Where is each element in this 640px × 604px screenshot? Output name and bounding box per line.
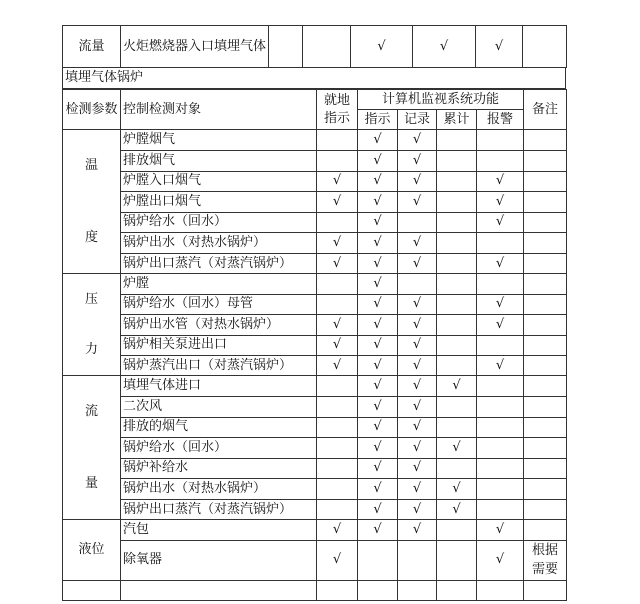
object-cell: 排放的烟气 [121,417,317,438]
table-row [63,376,567,397]
check-cell: √ [437,479,477,500]
check-cell [477,458,524,479]
object-cell: 锅炉出口蒸汽（对蒸汽锅炉） [121,499,317,520]
check-cell [317,150,358,171]
check-cell: √ [317,233,358,254]
check-cell: √ [398,499,437,520]
empty-cell [121,580,317,600]
table-row [63,233,567,254]
check-cell: √ [317,315,358,335]
table-row [63,499,567,520]
check-cell: √ [437,376,477,397]
table-row [63,315,567,335]
check-cell [317,479,358,500]
remark-cell [524,417,567,438]
check-cell [317,396,358,417]
check-cell: √ [358,355,398,375]
empty-cell [437,580,477,600]
check-cell: √ [317,171,358,192]
check-cell [437,335,477,355]
table-row [63,130,567,151]
check-cell [317,130,358,151]
remark-cell [524,396,567,417]
check-cell [437,233,477,254]
object-cell: 锅炉出水（对热水锅炉） [121,233,317,254]
check-cell: √ [358,294,398,314]
table-row [63,192,567,213]
check-cell [437,540,477,580]
check-cell [398,540,437,580]
param-cell: 液位 [63,520,121,580]
check-cell: √ [317,355,358,375]
check-cell: √ [413,26,476,68]
check-cell: √ [358,520,398,540]
check-cell: √ [477,212,524,233]
param-cell: 流量 [63,26,121,68]
check-cell [358,540,398,580]
check-cell: √ [398,396,437,417]
table-row [63,396,567,417]
object-cell: 锅炉补给水 [121,458,317,479]
table-row [63,355,567,375]
remark-cell [524,171,567,192]
table-row [63,171,567,192]
param-label: 流 [84,404,98,420]
check-cell: √ [477,540,524,580]
check-cell [437,130,477,151]
object-cell: 锅炉给水（回水） [121,438,317,459]
param-label: 量 [84,475,98,491]
empty-cell [524,580,567,600]
check-cell: √ [358,376,398,397]
section-title-table [62,67,566,89]
check-cell: √ [358,335,398,355]
boiler-monitoring-table [62,89,567,601]
check-cell: √ [398,479,437,500]
check-cell [317,499,358,520]
check-cell [317,294,358,314]
check-cell: √ [477,171,524,192]
param-cell [63,130,121,274]
check-cell: √ [358,417,398,438]
object-cell: 二次风 [121,396,317,417]
table-row [63,580,567,600]
header-object: 控制检测对象 [121,90,317,130]
check-cell [477,396,524,417]
remark-cell [524,130,567,151]
remark-cell [524,376,567,397]
check-cell [437,171,477,192]
check-cell: √ [351,26,413,68]
check-cell: √ [398,520,437,540]
check-cell [269,26,303,68]
object-cell: 填埋气体进口 [121,376,317,397]
check-cell: √ [358,253,398,274]
check-cell: √ [398,438,437,459]
table-row [63,212,567,233]
empty-cell [358,580,398,600]
check-cell: √ [358,212,398,233]
check-cell [437,192,477,213]
check-cell: √ [358,192,398,213]
check-cell: √ [398,192,437,213]
check-cell [477,499,524,520]
header-param: 检测参数 [63,90,121,130]
param-label: 压 [84,291,98,307]
empty-cell [63,580,121,600]
check-cell [477,233,524,254]
section-title: 填埋气体锅炉 [63,68,566,89]
check-cell [317,458,358,479]
check-cell: √ [358,438,398,459]
check-cell [477,479,524,500]
remark-cell [524,212,567,233]
check-cell: √ [358,171,398,192]
check-cell [437,274,477,294]
check-cell [477,376,524,397]
check-cell [317,417,358,438]
check-cell [317,274,358,294]
check-cell [477,130,524,151]
header-computer: 计算机监视系统功能 [358,90,524,110]
check-cell [437,355,477,375]
check-cell: √ [477,355,524,375]
remark-cell [524,253,567,274]
check-cell: √ [477,315,524,335]
check-cell [398,212,437,233]
remark-cell [524,479,567,500]
remark-cell [524,438,567,459]
check-cell [437,150,477,171]
param-cell [63,274,121,376]
remark-cell [524,355,567,375]
check-cell: √ [398,376,437,397]
check-cell: √ [317,540,358,580]
check-cell [317,376,358,397]
object-cell: 锅炉出水（对热水锅炉） [121,479,317,500]
table-row [63,294,567,314]
check-cell: √ [398,253,437,274]
check-cell: √ [317,520,358,540]
remark-cell [524,294,567,314]
check-cell [477,438,524,459]
check-cell [477,150,524,171]
remark-cell [524,233,567,254]
check-cell: √ [358,233,398,254]
param-label: 力 [84,342,98,358]
check-cell [437,458,477,479]
param-label: 温 [84,158,98,174]
check-cell: √ [358,396,398,417]
check-cell: √ [358,274,398,294]
object-cell: 锅炉蒸汽出口（对蒸汽锅炉） [121,355,317,375]
check-cell: √ [398,335,437,355]
check-cell [303,26,351,68]
check-cell: √ [477,520,524,540]
check-cell [317,438,358,459]
table-row [63,150,567,171]
remark-cell [524,150,567,171]
check-cell: √ [358,458,398,479]
param-label: 度 [84,229,98,245]
check-cell: √ [476,26,523,68]
top-table-fragment [62,25,567,68]
object-cell: 除氧器 [121,540,317,580]
object-cell: 排放烟气 [121,150,317,171]
table-row [63,26,567,68]
check-cell: √ [317,335,358,355]
header-alarm: 报警 [477,110,524,130]
table-row [63,253,567,274]
check-cell: √ [398,458,437,479]
check-cell: √ [398,355,437,375]
check-cell [437,212,477,233]
object-cell: 锅炉给水（回水） [121,212,317,233]
remark-cell [524,274,567,294]
check-cell [398,274,437,294]
remark-cell [524,458,567,479]
object-cell: 炉膛烟气 [121,130,317,151]
check-cell: √ [358,315,398,335]
header-indicate: 指示 [358,110,398,130]
table-row [63,458,567,479]
empty-cell [398,580,437,600]
check-cell [437,294,477,314]
empty-cell [477,580,524,600]
check-cell: √ [398,233,437,254]
check-cell [437,253,477,274]
check-cell: √ [477,294,524,314]
object-cell: 炉膛 [121,274,317,294]
table-row [63,479,567,500]
check-cell: √ [358,499,398,520]
remark-cell [524,192,567,213]
param-cell [63,376,121,520]
check-cell [437,417,477,438]
check-cell [437,315,477,335]
header-remark: 备注 [524,90,567,130]
table-row [63,417,567,438]
check-cell: √ [358,479,398,500]
object-cell: 锅炉出口蒸汽（对蒸汽锅炉） [121,253,317,274]
check-cell: √ [477,253,524,274]
check-cell [437,520,477,540]
check-cell: √ [317,253,358,274]
check-cell: √ [398,130,437,151]
check-cell: √ [398,417,437,438]
remark-cell [524,499,567,520]
check-cell: √ [477,192,524,213]
check-cell: √ [437,499,477,520]
check-cell: √ [317,192,358,213]
object-cell: 汽包 [121,520,317,540]
check-cell [523,26,567,68]
table-row [63,540,567,580]
check-cell: √ [358,130,398,151]
header-row [63,90,567,110]
header-local: 就地指示 [317,90,358,130]
remark-cell [524,520,567,540]
remark-cell [524,315,567,335]
remark-cell [524,335,567,355]
check-cell [437,396,477,417]
table-row [63,274,567,294]
table-row [63,520,567,540]
table-row [63,335,567,355]
check-cell: √ [398,171,437,192]
object-cell: 炉膛入口烟气 [121,171,317,192]
check-cell [317,212,358,233]
empty-cell [317,580,358,600]
table-row [63,438,567,459]
object-cell: 锅炉出水管（对热水锅炉） [121,315,317,335]
object-cell: 锅炉给水（回水）母管 [121,294,317,314]
check-cell [477,335,524,355]
check-cell: √ [437,438,477,459]
header-accumulate: 累计 [437,110,477,130]
object-cell: 炉膛出口烟气 [121,192,317,213]
check-cell: √ [398,294,437,314]
object-cell: 火炬燃烧器入口填埋气体 [121,26,269,68]
check-cell: √ [398,315,437,335]
header-record: 记录 [398,110,437,130]
object-cell: 锅炉相关泵进出口 [121,335,317,355]
check-cell [477,274,524,294]
check-cell: √ [398,150,437,171]
check-cell [477,417,524,438]
remark-cell: 根据需要 [524,540,567,580]
check-cell: √ [358,150,398,171]
